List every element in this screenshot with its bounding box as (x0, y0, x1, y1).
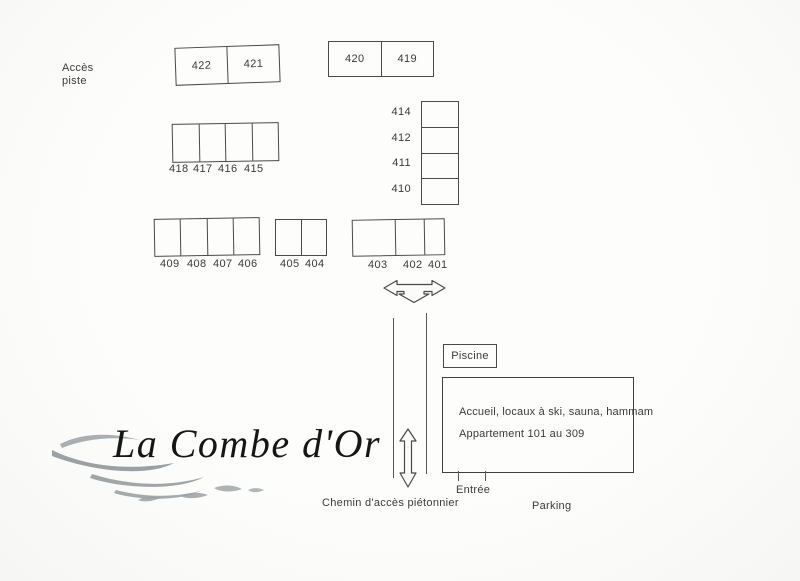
two-way-arrow-icon (398, 427, 418, 489)
unit-label-410: 410 (391, 183, 411, 195)
unit-label-404: 404 (305, 258, 325, 270)
unit-421 (227, 45, 279, 83)
building-box (442, 377, 654, 473)
three-way-arrow-icon (380, 277, 450, 305)
parking-label: Parking (532, 500, 572, 512)
block-414-410 (421, 101, 459, 205)
unit-410 (422, 179, 458, 204)
unit-402 (396, 220, 426, 256)
acces-piste-line1: Accès (62, 62, 94, 74)
piscine-label: Piscine (451, 350, 489, 362)
block-418-415 (172, 122, 280, 163)
unit-label-405: 405 (280, 258, 300, 270)
unit-407 (207, 219, 234, 255)
unit-label-415: 415 (244, 163, 264, 175)
footpath-line-left (393, 318, 394, 478)
unit-422 (175, 47, 228, 85)
unit-label-412: 412 (391, 132, 411, 144)
unit-label-418: 418 (169, 163, 189, 175)
unit-label-406: 406 (238, 258, 258, 270)
unit-label: 420 (344, 53, 365, 65)
unit-415 (252, 123, 278, 160)
unit-label: 421 (243, 57, 264, 71)
unit-406 (233, 218, 259, 254)
piscine-box (443, 344, 497, 368)
unit-404 (302, 220, 327, 255)
unit-411 (422, 154, 458, 180)
unit-420 (329, 42, 382, 76)
block-409-406 (154, 217, 261, 257)
unit-label-411: 411 (392, 157, 411, 169)
unit-label-416: 416 (218, 163, 238, 175)
unit-label: 419 (397, 53, 418, 65)
block-405-404 (275, 219, 327, 256)
unit-label-409: 409 (160, 258, 180, 270)
block-420-419 (328, 41, 434, 77)
unit-403 (353, 220, 397, 256)
entrance-tick-right (485, 471, 486, 481)
entree-label: Entrée (456, 484, 491, 496)
unit-409 (155, 219, 182, 255)
unit-label-417: 417 (193, 163, 213, 175)
unit-418 (173, 124, 200, 161)
logo-text: La Combe d'Or (113, 421, 382, 466)
unit-417 (199, 124, 226, 161)
unit-414 (422, 102, 458, 128)
acces-piste-label (62, 62, 93, 88)
unit-401 (425, 219, 445, 254)
unit-label: 422 (191, 59, 212, 73)
unit-label-402: 402 (403, 259, 423, 271)
unit-408 (181, 219, 208, 255)
block-422-421 (174, 44, 280, 86)
unit-405 (276, 220, 302, 255)
unit-label-408: 408 (187, 258, 207, 270)
entrance-tick-left (458, 471, 459, 481)
unit-label-401: 401 (428, 259, 448, 271)
acces-piste-line2: piste (62, 75, 87, 87)
unit-416 (226, 124, 253, 161)
apartment-range: Appartement 101 au 309 (459, 428, 585, 440)
footpath-label: Chemin d'accès piétonnier (322, 497, 459, 509)
unit-label-403: 403 (368, 259, 388, 271)
footpath-line-right (426, 313, 427, 474)
block-403-401 (352, 218, 446, 257)
unit-412 (422, 128, 458, 154)
building-description: Accueil, locaux à ski, sauna, hammam (459, 406, 654, 418)
unit-419 (382, 42, 434, 76)
unit-label-414: 414 (391, 106, 411, 118)
unit-label-407: 407 (213, 258, 233, 270)
